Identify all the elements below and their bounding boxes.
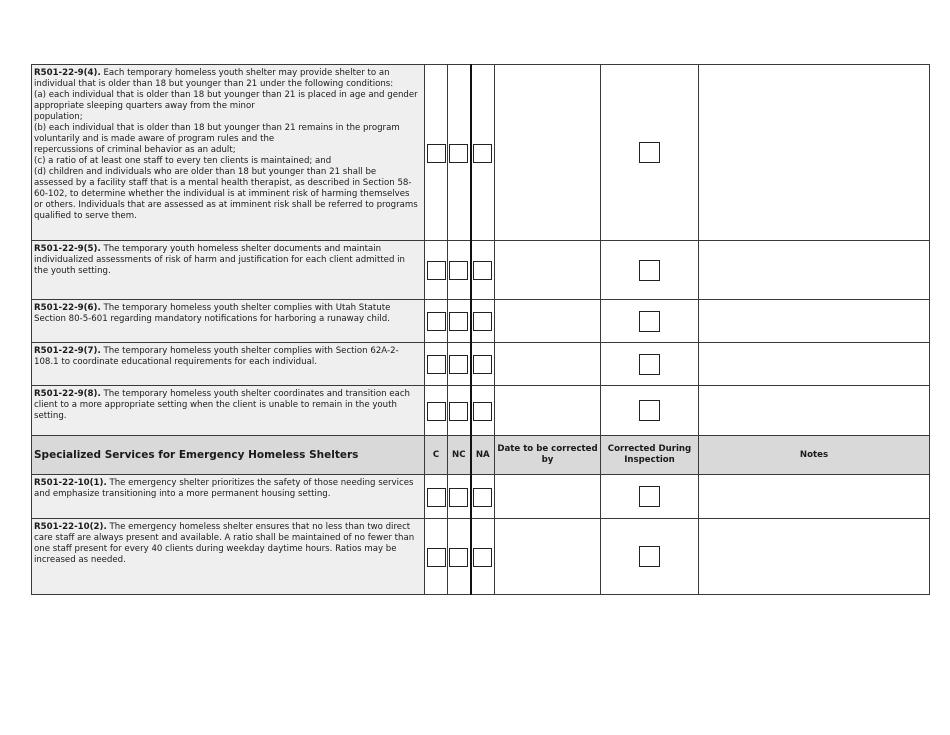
compliant-checkbox[interactable] (427, 548, 446, 567)
rule-code: R501-22-9(4). (34, 68, 101, 78)
not-applicable-checkbox[interactable] (473, 261, 492, 280)
rule-code: R501-22-10(1). (34, 478, 107, 488)
noncompliant-checkbox[interactable] (449, 488, 468, 507)
notes-field[interactable] (699, 300, 930, 343)
column-header-date: Date to be corrected by (495, 436, 601, 475)
noncompliant-checkbox[interactable] (449, 355, 468, 374)
compliant-checkbox[interactable] (427, 261, 446, 280)
section-title: Specialized Services for Emergency Homeless Shelters (32, 436, 425, 475)
requirement-cell (32, 475, 425, 519)
column-header-c: C (425, 436, 448, 475)
noncompliant-checkbox[interactable] (449, 261, 468, 280)
rule-code: R501-22-9(5). (34, 244, 101, 254)
checklist-row (32, 386, 930, 436)
checklist-row (32, 519, 930, 595)
requirement-cell (32, 241, 425, 300)
requirement-cell (32, 519, 425, 595)
compliant-checkbox[interactable] (427, 355, 446, 374)
inspection-checklist-table (31, 64, 930, 595)
notes-field[interactable] (699, 65, 930, 241)
compliant-checkbox[interactable] (427, 402, 446, 421)
checklist-row (32, 475, 930, 519)
not-applicable-checkbox[interactable] (473, 488, 492, 507)
rule-code: R501-22-9(6). (34, 303, 101, 313)
noncompliant-checkbox[interactable] (449, 402, 468, 421)
date-corrected-field[interactable] (495, 65, 601, 241)
rule-text: The temporary homeless youth shelter complies with Utah Statute Section 80-5-601 regarding mandatory notifications for harboring a runaway child. (34, 303, 391, 324)
corrected-during-inspection-checkbox[interactable] (639, 260, 660, 281)
corrected-during-inspection-checkbox[interactable] (639, 546, 660, 567)
requirement-cell (32, 386, 425, 436)
notes-field[interactable] (699, 241, 930, 300)
checklist-row (32, 65, 930, 241)
not-applicable-checkbox[interactable] (473, 402, 492, 421)
requirement-cell (32, 343, 425, 386)
date-corrected-field[interactable] (495, 241, 601, 300)
compliant-checkbox[interactable] (427, 488, 446, 507)
notes-field[interactable] (699, 475, 930, 519)
column-header-na: NA (471, 436, 495, 475)
column-header-notes: Notes (699, 436, 930, 475)
date-corrected-field[interactable] (495, 343, 601, 386)
rule-code: R501-22-9(7). (34, 346, 101, 356)
not-applicable-checkbox[interactable] (473, 312, 492, 331)
rule-text: The emergency shelter prioritizes the safety of those needing services and emphasize transitioning into a more permanent housing setting. (34, 478, 414, 499)
date-corrected-field[interactable] (495, 386, 601, 436)
not-applicable-checkbox[interactable] (473, 548, 492, 567)
rule-text: The temporary youth homeless shelter documents and maintain individualized assessments of risk of harm and justification for each client admitted in the youth setting. (34, 244, 405, 276)
checklist-row (32, 241, 930, 300)
rule-text: The temporary homeless youth shelter complies with Section 62A-2-108.1 to coordinate educational requirements for each individual. (34, 346, 399, 367)
requirement-cell (32, 65, 425, 241)
rule-code: R501-22-9(8). (34, 389, 101, 399)
corrected-during-inspection-checkbox[interactable] (639, 400, 660, 421)
compliant-checkbox[interactable] (427, 144, 446, 163)
column-header-nc: NC (448, 436, 471, 475)
corrected-during-inspection-checkbox[interactable] (639, 486, 660, 507)
corrected-during-inspection-checkbox[interactable] (639, 354, 660, 375)
notes-field[interactable] (699, 386, 930, 436)
notes-field[interactable] (699, 343, 930, 386)
requirement-cell (32, 300, 425, 343)
rule-text: The temporary homeless youth shelter coordinates and transition each client to a more appropriate setting when the client is unable to remain in the youth setting. (34, 389, 410, 421)
rule-text: Each temporary homeless youth shelter may provide shelter to an individual that is older than 18 but younger than 21 under the following conditions: (a) each individual that is older than 18 but younger than 21 is placed in age and gender appropriate sleeping quarters away from the minor population; (b) each individual that is older than 18 but younger than 21 remains in the program voluntarily and is made aware of program rules and the repercussions of criminal behavior as an adult; (c) a ratio of at least one staff to every ten clients is maintained; and (d) children and individuals who are older than 18 but younger than 21 shall be assessed by a facility staff that is a mental health therapist, as described in Section 58-60-102, to determine whether the individual is at imminent risk of harming themselves or others. Individuals that are assessed as at imminent risk shall be referred to programs qualified to serve them. (34, 68, 418, 221)
date-corrected-field[interactable] (495, 519, 601, 595)
corrected-during-inspection-checkbox[interactable] (639, 142, 660, 163)
date-corrected-field[interactable] (495, 300, 601, 343)
column-header-corrected: Corrected During Inspection (601, 436, 699, 475)
rule-code: R501-22-10(2). (34, 522, 107, 532)
noncompliant-checkbox[interactable] (449, 144, 468, 163)
not-applicable-checkbox[interactable] (473, 144, 492, 163)
checklist-row (32, 300, 930, 343)
notes-field[interactable] (699, 519, 930, 595)
noncompliant-checkbox[interactable] (449, 312, 468, 331)
not-applicable-checkbox[interactable] (473, 355, 492, 374)
rule-text: The emergency homeless shelter ensures that no less than two direct care staff are always present and available. A ratio shall be maintained of no fewer than one staff present for every 40 clients during weekday daytime hours. Ratios may be increased as needed. (34, 522, 415, 565)
noncompliant-checkbox[interactable] (449, 548, 468, 567)
section-header-row (32, 436, 930, 475)
compliant-checkbox[interactable] (427, 312, 446, 331)
date-corrected-field[interactable] (495, 475, 601, 519)
checklist-row (32, 343, 930, 386)
corrected-during-inspection-checkbox[interactable] (639, 311, 660, 332)
